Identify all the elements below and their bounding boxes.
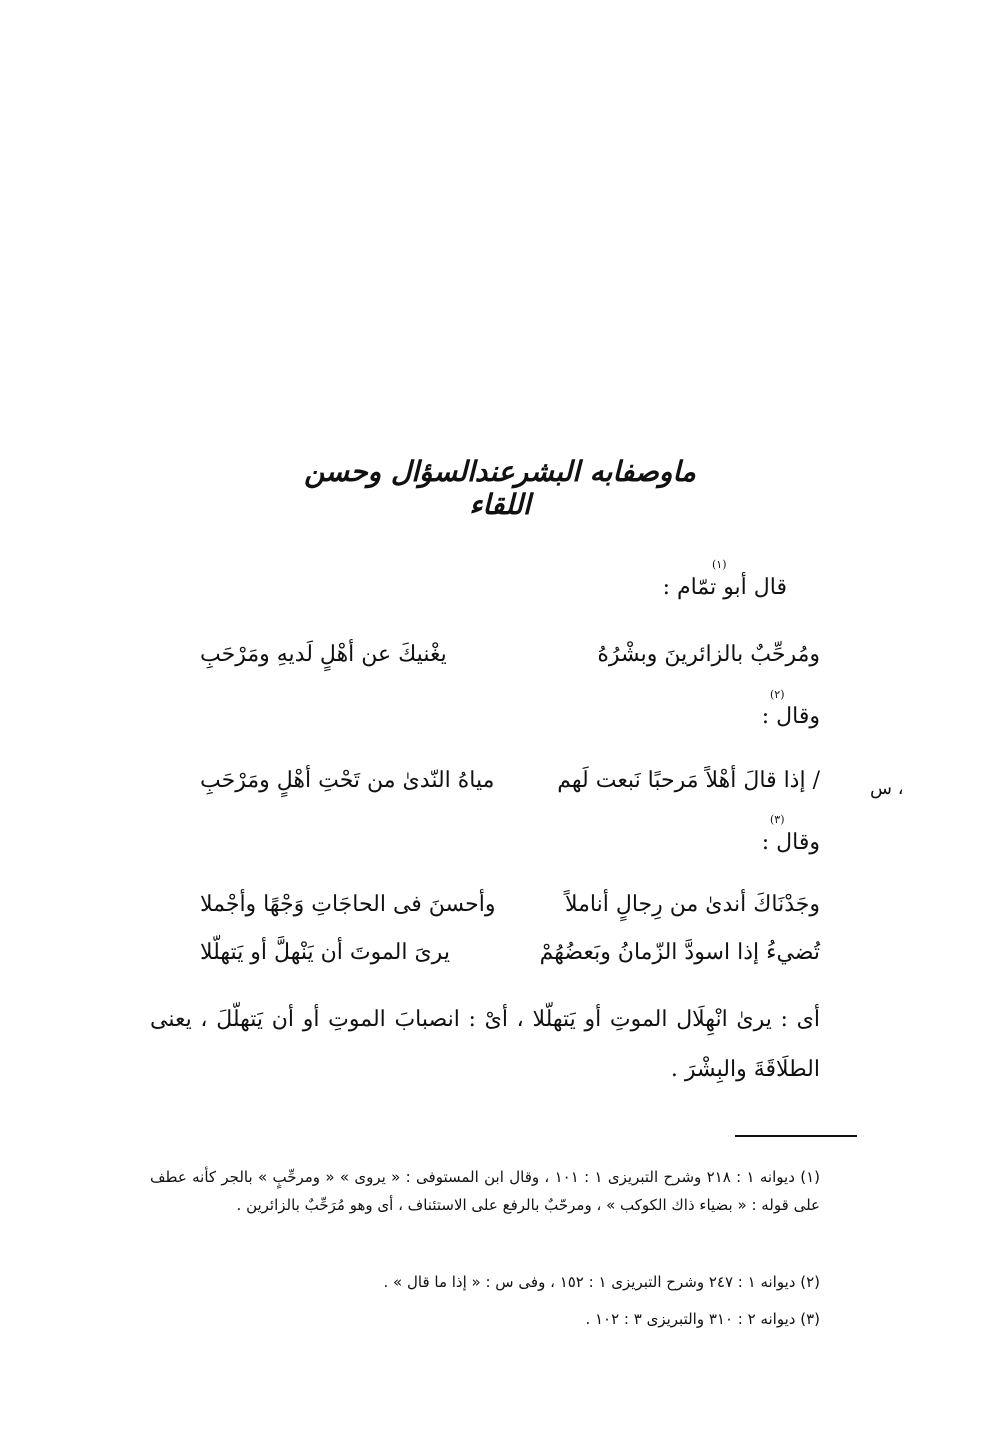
- verse-hemistich-first: وجَدْنَاكَ أندىٰ من رِجالٍ أناملاً: [565, 892, 820, 917]
- verse-3: [180, 892, 820, 932]
- footnote-marker-1: (١): [712, 558, 727, 571]
- intro-qala-2: وقال :: [761, 704, 820, 729]
- margin-note: ، س: [870, 778, 904, 799]
- footnote-separator: [735, 1135, 857, 1137]
- verse-hemistich-second: مياهُ النّدىٰ من تَحْتِ أهْلٍ ومَرْحَبِ: [200, 768, 495, 793]
- section-heading: ماوصفابه البشرعندالسؤال وحسن اللقاء: [304, 455, 696, 521]
- footnote-1: (١) ديوانه ١ : ٢١٨ وشرح التبريزى ١ : ١٠١ ، وقال ابن المستوفى : « يروى » « ومرحِّبٍ » بالجر كأنه عطف على قوله : « بضياء ذاك الكوكب » ، ومرحّبٌ بالرفع على الاستئناف ، أى وهو مُرَحِّبٌ بالزائرين .: [150, 1168, 820, 1214]
- verse-hemistich-second: وأحسنَ فى الحاجَاتِ وَجْهًا وأجْملا: [200, 892, 496, 917]
- commentary-paragraph: أى : يرىٰ انْهِلَال الموتِ أو يَتهلّلا ، أىْ : انصبابَ الموتِ أو أن يَتهلّلَ ، يعنى الطلَاقَةَ والبِشْرَ .: [150, 1007, 820, 1082]
- footnote-3: (٣) ديوانه ٢ : ٣١٠ والتبريزى ٣ : ١٠٢ .: [585, 1310, 820, 1328]
- verse-4: [180, 940, 820, 980]
- footnote-marker-3: (٣): [770, 813, 785, 826]
- verse-hemistich-first: تُضيءُ إذا اسودَّ الزّمانُ وبَعضُهُمْ: [539, 940, 820, 965]
- verse-hemistich-first: ومُرحِّبٌ بالزائرينَ وبشْرُهُ: [597, 642, 820, 667]
- verse-1: [180, 642, 820, 682]
- footnote-2: (٢) ديوانه ١ : ٢٤٧ وشرح التبريزى ١ : ١٥٢ ، وفى س : « إذا ما قال » .: [383, 1273, 820, 1291]
- footnote-marker-2: (٢): [770, 688, 785, 701]
- verse-hemistich-second: يرىَ الموتَ أن يَنْهلَّ أو يَتهلّلا: [200, 940, 450, 965]
- verse-hemistich-first: / إذا قالَ أهْلاً مَرحبًا نَبعت لَهم: [557, 768, 820, 793]
- verse-hemistich-second: يغْنيكَ عن أهْلٍ لَديهِ ومَرْحَبِ: [200, 642, 447, 667]
- verse-2: [180, 768, 820, 808]
- intro-qala-3: وقال :: [761, 830, 820, 855]
- intro-abu-tammam: قال أبو تمّام :: [662, 575, 787, 600]
